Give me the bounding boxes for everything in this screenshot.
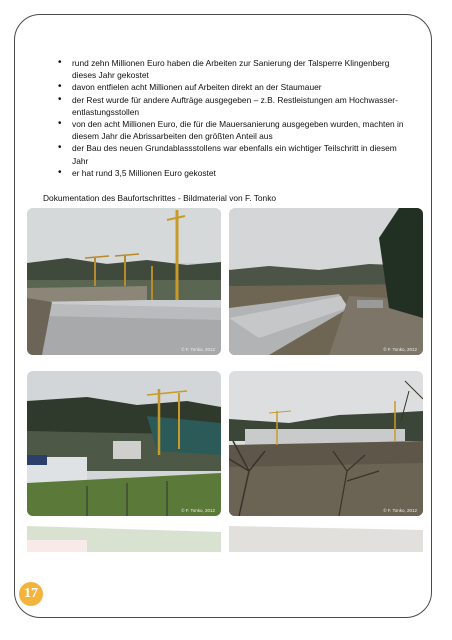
photo-credit: © F. Tonko, 2012 bbox=[181, 508, 215, 513]
photo-reflection bbox=[27, 516, 221, 552]
photo-caption: Dokumentation des Baufortschrittes - Bildmaterial von F. Tonko bbox=[43, 193, 277, 203]
photo-credit: © F. Tonko, 2012 bbox=[383, 508, 417, 513]
photo-dam-trees bbox=[229, 371, 423, 516]
photo-credit: © F. Tonko, 2012 bbox=[181, 347, 215, 352]
photo-site-valley bbox=[27, 371, 221, 516]
bullet-item: • rund zehn Millionen Euro haben die Arbeiten zur Sanierung der Talsperre Klingenberg dieses Jahr gekostet bbox=[58, 57, 413, 81]
photo-dam-cranes bbox=[27, 208, 221, 355]
photo-dam-hillside-image bbox=[229, 208, 423, 355]
photo-reflection bbox=[229, 516, 423, 552]
photo-dam-trees-image bbox=[229, 371, 423, 516]
photo-site-valley-image bbox=[27, 371, 221, 516]
page-number-badge: 17 bbox=[19, 582, 43, 606]
bullet-item: • davon entfielen acht Millionen auf Arbeiten direkt an der Staumauer bbox=[58, 81, 413, 93]
photo-dam-cranes-image bbox=[27, 208, 221, 355]
bullet-item: • der Rest wurde für andere Aufträge ausgegeben – z.B. Restleistungen am Hochwasser-entlastungsstollen bbox=[58, 94, 413, 118]
bullet-item: • er hat rund 3,5 Millionen Euro gekostet bbox=[58, 167, 413, 179]
photo-credit: © F. Tonko, 2012 bbox=[383, 347, 417, 352]
bullet-item: • von den acht Millionen Euro, die für die Mauersanierung ausgegeben wurden, machten in diesem Jahr die Abrissarbeiten den größten Anteil aus bbox=[58, 118, 413, 142]
bullet-item: • der Bau des neuen Grundablassstollens war ebenfalls ein wichtiger Teilschritt in diesem Jahr bbox=[58, 142, 413, 166]
bullet-list bbox=[58, 57, 413, 179]
photo-dam-hillside bbox=[229, 208, 423, 355]
